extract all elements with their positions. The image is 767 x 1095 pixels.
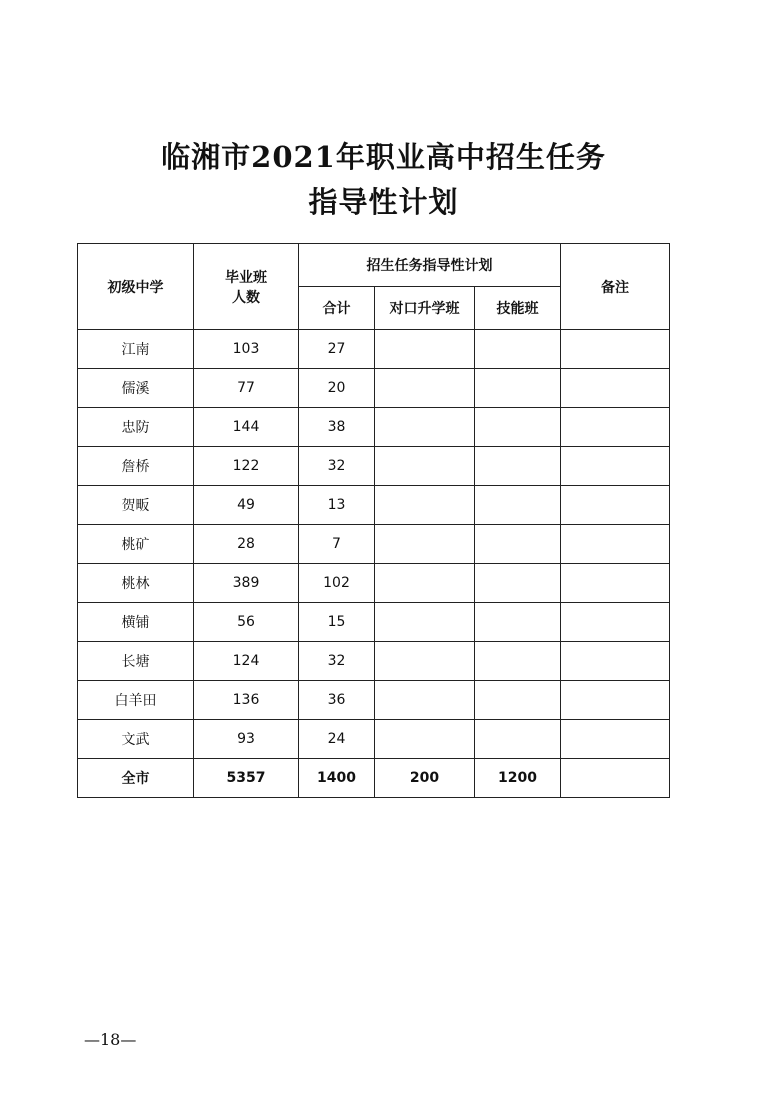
cell-skills: [475, 720, 561, 759]
cell-skills: [475, 447, 561, 486]
cell-graduates: 103: [194, 330, 299, 369]
cell-graduates: 136: [194, 681, 299, 720]
cell-school: 横铺: [78, 603, 194, 642]
cell-remarks: [561, 330, 670, 369]
table-row: [78, 330, 670, 369]
cell-total: 15: [299, 603, 375, 642]
header-graduates: 毕业班 人数: [194, 244, 299, 330]
header-plan: 招生任务指导性计划: [299, 244, 561, 287]
table-row: [78, 564, 670, 603]
cell-remarks: [561, 642, 670, 681]
header-total: 合计: [299, 287, 375, 330]
table-row: [78, 720, 670, 759]
cell-remarks: [561, 564, 670, 603]
table-row: [78, 486, 670, 525]
cell-remarks: [561, 759, 670, 798]
cell-graduates: 122: [194, 447, 299, 486]
cell-counterpart: [375, 408, 475, 447]
cell-graduates: 56: [194, 603, 299, 642]
cell-graduates: 144: [194, 408, 299, 447]
cell-remarks: [561, 525, 670, 564]
table-row: [78, 369, 670, 408]
cell-total: 1400: [299, 759, 375, 798]
cell-skills: [475, 486, 561, 525]
table-row: [78, 525, 670, 564]
cell-skills: [475, 408, 561, 447]
cell-school: 江南: [78, 330, 194, 369]
cell-counterpart: [375, 603, 475, 642]
header-skills: 技能班: [475, 287, 561, 330]
header-remarks: 备注: [561, 244, 670, 330]
cell-school: 长塘: [78, 642, 194, 681]
cell-skills: [475, 681, 561, 720]
cell-counterpart: [375, 642, 475, 681]
cell-total: 13: [299, 486, 375, 525]
table-row: [78, 603, 670, 642]
cell-skills: 1200: [475, 759, 561, 798]
cell-total: 38: [299, 408, 375, 447]
cell-skills: [475, 330, 561, 369]
cell-school: 贺畈: [78, 486, 194, 525]
cell-counterpart: 200: [375, 759, 475, 798]
cell-school: 忠防: [78, 408, 194, 447]
table-row: [78, 642, 670, 681]
header-school: 初级中学: [78, 244, 194, 330]
cell-skills: [475, 525, 561, 564]
cell-counterpart: [375, 720, 475, 759]
total-row: [78, 759, 670, 798]
cell-school: 文武: [78, 720, 194, 759]
cell-total: 32: [299, 642, 375, 681]
cell-total: 27: [299, 330, 375, 369]
cell-graduates: 77: [194, 369, 299, 408]
cell-remarks: [561, 447, 670, 486]
cell-remarks: [561, 603, 670, 642]
cell-counterpart: [375, 681, 475, 720]
cell-graduates: 124: [194, 642, 299, 681]
enrollment-plan-table: [77, 243, 670, 798]
cell-total: 32: [299, 447, 375, 486]
table-row: [78, 447, 670, 486]
table-row: [78, 681, 670, 720]
cell-total: 24: [299, 720, 375, 759]
cell-remarks: [561, 720, 670, 759]
cell-remarks: [561, 408, 670, 447]
cell-remarks: [561, 681, 670, 720]
cell-graduates: 93: [194, 720, 299, 759]
cell-counterpart: [375, 525, 475, 564]
document-subtitle: 指导性计划: [308, 185, 459, 219]
cell-school: 桃林: [78, 564, 194, 603]
cell-remarks: [561, 486, 670, 525]
cell-school: 桃矿: [78, 525, 194, 564]
cell-total: 7: [299, 525, 375, 564]
cell-total: 36: [299, 681, 375, 720]
cell-total: 102: [299, 564, 375, 603]
cell-skills: [475, 642, 561, 681]
cell-counterpart: [375, 330, 475, 369]
cell-skills: [475, 603, 561, 642]
cell-school: 白羊田: [78, 681, 194, 720]
document-title: 临湘市2021年职业高中招生任务: [161, 140, 606, 174]
cell-graduates: 49: [194, 486, 299, 525]
table-row: [78, 408, 670, 447]
cell-counterpart: [375, 564, 475, 603]
cell-school: 全市: [78, 759, 194, 798]
header-counterpart: 对口升学班: [375, 287, 475, 330]
cell-counterpart: [375, 369, 475, 408]
cell-graduates: 28: [194, 525, 299, 564]
cell-school: 詹桥: [78, 447, 194, 486]
cell-graduates: 389: [194, 564, 299, 603]
cell-remarks: [561, 369, 670, 408]
cell-skills: [475, 564, 561, 603]
cell-school: 儒溪: [78, 369, 194, 408]
cell-counterpart: [375, 486, 475, 525]
cell-total: 20: [299, 369, 375, 408]
cell-skills: [475, 369, 561, 408]
cell-counterpart: [375, 447, 475, 486]
cell-graduates: 5357: [194, 759, 299, 798]
page-number: —18—: [84, 1030, 137, 1049]
